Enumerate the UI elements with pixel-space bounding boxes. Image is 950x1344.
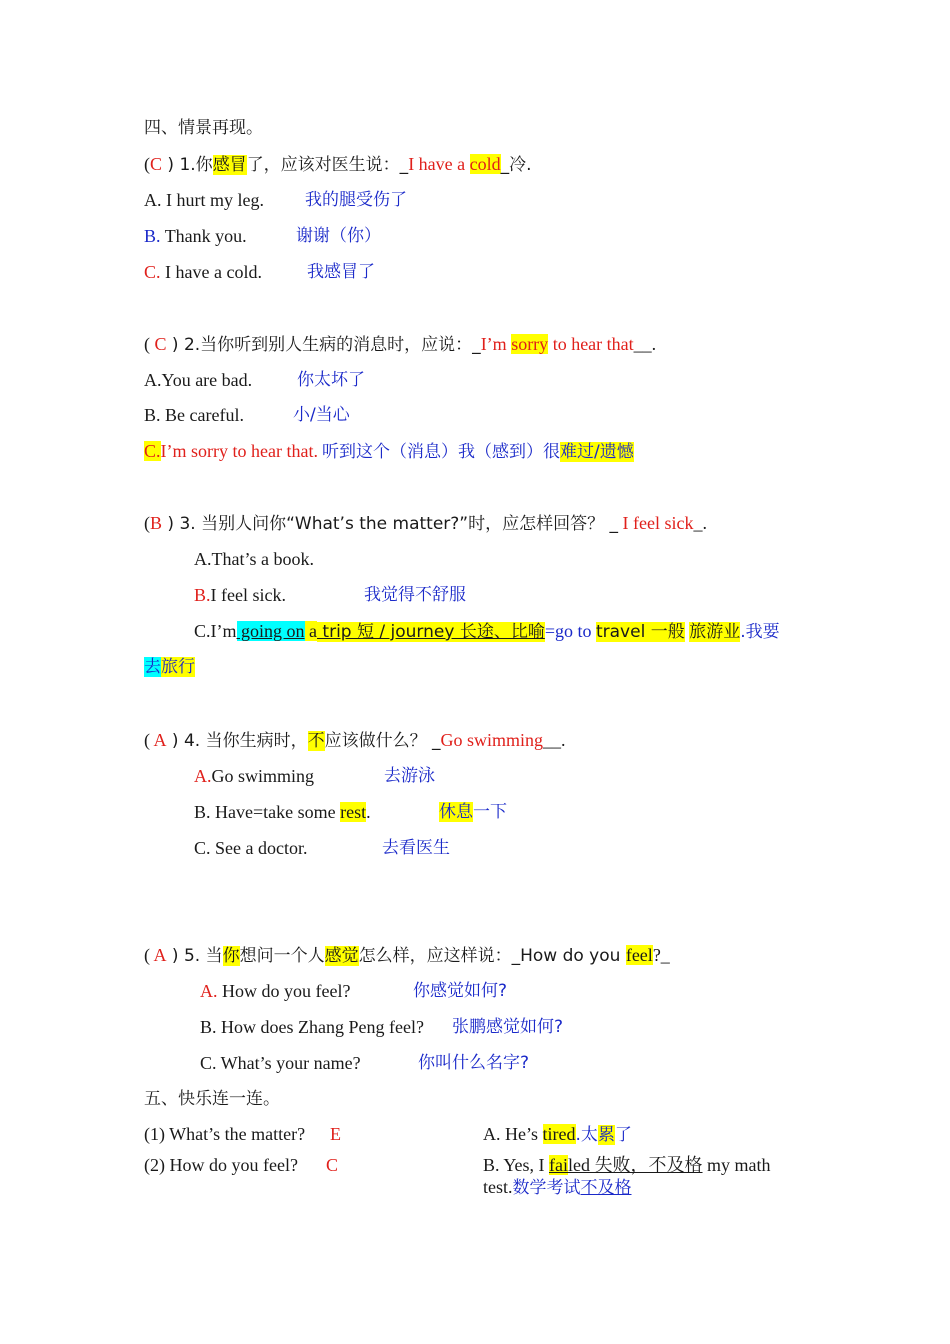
match-row-2-right-highlight: fai [549, 1155, 569, 1175]
match-row-2-right-translation: 数学考试 [512, 1178, 581, 1198]
q3-option-b-letter: B. [194, 585, 211, 605]
section-4-heading: 四、情景再现。 [144, 118, 263, 138]
q1-option-c [144, 260, 262, 284]
q3-option-c-travel: travel 一般 [595, 622, 685, 642]
q1-option-b-text: Thank you. [160, 226, 247, 246]
q2-answer: C [154, 334, 167, 354]
q3-option-b [194, 583, 286, 607]
q3-option-c-highlight-go: 去 [144, 657, 161, 677]
q4-option-b-translation-2: 一下 [473, 802, 507, 822]
section-5-heading: 五、快乐连一连。 [144, 1089, 280, 1109]
q2-blank-answer: I’m [480, 334, 512, 354]
q3-option-c-text-2: a [304, 621, 318, 641]
question-4 [144, 728, 566, 753]
q3-option-c-tourism: 旅游业 [689, 622, 741, 642]
q1-option-a-translation: 我的腿受伤了 [305, 190, 407, 210]
q4-answer: A [153, 730, 167, 750]
q5-option-a-text: How do you feel? [217, 981, 351, 1001]
q1-option-a [144, 188, 264, 212]
q4-option-b-text: B. Have=take some [194, 802, 341, 822]
q2-text-2: __. [633, 334, 657, 354]
q2-paren: ( [144, 334, 155, 354]
q1-text-2: 了，应该对医生说：_ [246, 155, 409, 175]
q2-option-c-text: I’m sorry to hear that. [160, 441, 318, 461]
q5-answer: A [153, 945, 167, 965]
q1-text-3: _冷. [500, 155, 532, 175]
q3-paren: ( [144, 513, 150, 533]
match-row-1-left: (1) What’s the matter? [144, 1124, 306, 1144]
question-1 [144, 152, 532, 177]
q5-text-4: ?_ [652, 945, 670, 965]
q5-option-a-translation: 你感觉如何? [413, 981, 508, 1001]
q1-highlight: 感冒 [212, 155, 247, 175]
q3-option-b-text: I feel sick. [210, 585, 286, 605]
question-5 [144, 943, 670, 968]
match-row-2-right-text-3: test. [483, 1177, 513, 1197]
q1-option-c-letter: C. [144, 262, 161, 282]
match-row-1-answer: E [330, 1124, 341, 1144]
match-row-1-right-translation-highlight: 累 [597, 1125, 615, 1145]
q5-option-b: B. How does Zhang Peng feel? [200, 1017, 424, 1037]
q2-option-a: A.You are bad. [144, 370, 253, 390]
q4-option-b-translation-highlight: 休息 [439, 802, 473, 822]
match-row-2-right-note: led 失败，不及格 [568, 1155, 703, 1175]
q1-paren: ( [144, 154, 150, 174]
q5-highlight-feel: 感觉 [324, 946, 359, 966]
q5-paren: ( [144, 945, 154, 965]
q4-text-2: 应该做什么？ _ [324, 731, 441, 751]
q1-blank-highlight: cold [469, 154, 501, 174]
q3-option-c-highlight-travel: 旅行 [161, 657, 195, 677]
q2-option-b: B. Be careful. [144, 405, 244, 425]
q5-text: ) 5. 当 [166, 946, 223, 966]
q4-highlight: 不 [307, 731, 325, 751]
match-row-2-right-cont [483, 1175, 632, 1200]
q4-option-b [194, 800, 371, 824]
q1-option-a-text: A. I hurt my leg. [144, 190, 264, 210]
q2-option-b-translation: 小/当心 [293, 405, 350, 425]
q3-option-c-text: C.I’m [194, 621, 237, 641]
q3-blank-answer: I feel sick [618, 513, 694, 533]
q2-option-c [144, 439, 634, 464]
q2-option-c-letter: C. [144, 441, 161, 461]
q3-option-c-translation-cont [144, 655, 195, 679]
q4-option-a-translation: 去游泳 [384, 766, 435, 786]
q1-option-b [144, 224, 247, 248]
q5-text-3: 怎么样，应这样说：_How do you [358, 946, 626, 966]
q4-option-a [194, 764, 314, 788]
q2-blank-answer-2: to hear that [548, 334, 634, 354]
q1-option-c-text: I have a cold. [160, 262, 262, 282]
match-row-2-answer: C [326, 1155, 339, 1175]
q4-option-c: C. See a doctor. [194, 838, 308, 858]
q1-text: ) 1.你 [162, 155, 213, 175]
match-row-1-right-text: A. He’s [483, 1124, 543, 1144]
q5-option-c: C. What’s your name? [200, 1053, 361, 1073]
match-row-1-right-highlight: tired [542, 1124, 576, 1144]
q3-option-a: A.That’s a book. [194, 549, 314, 569]
q2-text: ) 2.当你听到别人生病的消息时，应说：_ [166, 335, 481, 355]
q5-option-a-letter: A. [200, 981, 218, 1001]
q2-option-a-translation: 你太坏了 [297, 370, 365, 390]
q5-option-a [200, 979, 350, 1003]
q4-option-b-end: . [366, 802, 371, 822]
q2-blank-highlight: sorry [511, 334, 549, 354]
q2-option-c-translation-highlight: 难过/遗憾 [559, 442, 634, 462]
question-3 [144, 511, 707, 536]
match-row-2-left: (2) How do you feel? [144, 1155, 298, 1175]
q3-option-c-note: trip 短 / journey 长途、比喻 [317, 622, 545, 642]
match-row-2-right-text-2: my math [702, 1155, 771, 1175]
match-row-2-right-translation-underlined: 不及格 [580, 1178, 632, 1198]
q4-text: ) 4. 当你生病时， [166, 731, 308, 751]
q3-text-2: _. [693, 513, 707, 533]
q5-option-b-translation: 张鹏感觉如何? [452, 1017, 564, 1037]
q3-option-c-highlight-cyan: going on [236, 621, 305, 641]
q1-option-b-translation: 谢谢（你） [296, 226, 381, 246]
q2-option-c-translation: 听到这个（消息）我（感到）很 [321, 442, 560, 462]
q1-option-b-letter: B. [144, 226, 161, 246]
match-row-1-right-translation: .太 [575, 1125, 598, 1145]
q4-text-3: __. [543, 730, 566, 750]
q4-option-b-highlight: rest [340, 802, 367, 822]
q5-highlight-feel-en: feel [625, 945, 653, 965]
q5-highlight-you: 你 [222, 946, 240, 966]
q3-option-c-synonym: =go to [544, 621, 596, 641]
q4-blank-answer: Go swimming [440, 730, 544, 750]
q3-option-c-translation: .我要 [740, 622, 780, 642]
q4-option-a-text: Go swimming [211, 766, 315, 786]
q1-option-c-translation: 我感冒了 [307, 262, 375, 282]
q4-paren: ( [144, 730, 154, 750]
q3-text: ) 3. 当别人问你“What’s the matter?”时，应怎样回答？ _ [162, 514, 619, 534]
q3-option-b-translation: 我觉得不舒服 [364, 585, 466, 605]
q4-option-c-translation: 去看医生 [382, 838, 450, 858]
q1-answer: C [150, 154, 163, 174]
q3-answer: B [150, 513, 163, 533]
match-row-2-right-text: B. Yes, I [483, 1155, 550, 1175]
q4-option-b-translation [439, 800, 507, 824]
q5-text-2: 想问一个人 [239, 946, 325, 966]
match-row-1-right [483, 1122, 632, 1147]
match-row-2-right [483, 1153, 771, 1177]
q4-option-a-letter: A. [194, 766, 212, 786]
q5-option-c-translation: 你叫什么名字? [418, 1053, 530, 1073]
q3-option-c [194, 619, 780, 644]
q1-blank-answer: I have a [408, 154, 470, 174]
match-row-1-right-translation-2: 了 [614, 1125, 632, 1145]
question-2 [144, 332, 656, 357]
